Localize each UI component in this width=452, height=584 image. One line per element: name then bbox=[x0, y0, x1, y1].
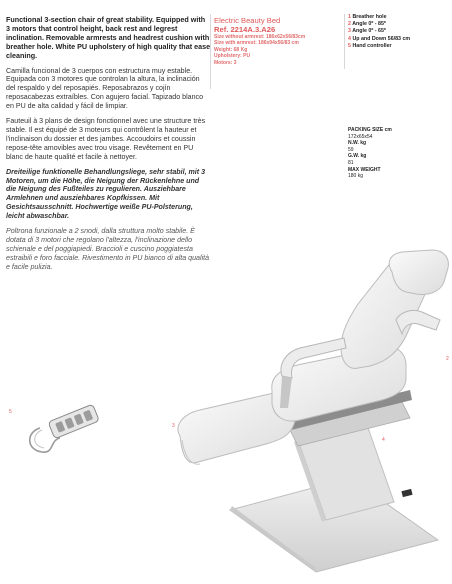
net-weight-label: N.W. kg bbox=[348, 140, 367, 147]
beauty-bed-image bbox=[170, 240, 452, 575]
gross-weight-label: G.W. kg bbox=[348, 153, 367, 160]
feature-item: 2 Angle 0º - 85º bbox=[348, 21, 386, 28]
size-without-armrest: Size without armrest: 186x62x56/83cm bbox=[214, 34, 306, 40]
feature-item: 4 Up and Down 56/83 cm bbox=[348, 35, 411, 42]
feature-list bbox=[348, 14, 448, 50]
max-weight-label: MAX WEIGHT bbox=[348, 166, 381, 173]
callout-4: 4 bbox=[382, 437, 385, 443]
gross-weight: 81 bbox=[348, 159, 354, 166]
feature-item: 5 Hand controller bbox=[348, 42, 392, 49]
packing-info bbox=[348, 127, 448, 180]
product-weight: Weight: 68 Kg bbox=[214, 46, 248, 53]
max-weight: 180 kg bbox=[348, 173, 364, 180]
callout-5: 5 bbox=[9, 409, 12, 415]
callout-3: 3 bbox=[172, 423, 175, 429]
net-weight: 59 bbox=[348, 146, 354, 153]
packing-size: 172x65x54 bbox=[348, 133, 373, 140]
product-upholstery: Upholstery: PU bbox=[214, 53, 251, 60]
product-motors: Motors: 3 bbox=[214, 59, 237, 66]
hand-controller-image bbox=[20, 400, 100, 460]
feature-item: 3 Angle 0º - 65º bbox=[348, 28, 386, 35]
description-de: Dreiteilige funktionelle Behandlungsliege, sehr stabil, mit 3 Motoren, um die Höhe, die Neigung der Rückenlehne und die Neigung des Fußteiles zu regulieren. Ausziehbare Armlehnen und ausziehbares Kopfkissen. Mit Gesichtsausschnitt. Hochwertige weiße PU-Polsterung, leicht abwaschbar. bbox=[6, 167, 206, 221]
description-it: Poltrona funzionale a 2 snodi, dalla struttura molto stabile. È dotata di 3 motori che regolano l'altezza, l'inclinazione dello schienale e del poggiapiedi. Braccioli e cuscino poggiatesta estraibili e foro facciale. Rivestimento in PU bianco di alta qualità e facile pulizia. bbox=[6, 227, 210, 271]
product-name: Electric Beauty Bed bbox=[214, 16, 281, 25]
divider-line bbox=[210, 14, 211, 89]
size-with-armrest: Size with armrest: 186x94x56/83 cm bbox=[214, 40, 299, 47]
product-info bbox=[214, 16, 342, 66]
description-fr: Fauteuil à 3 plans de design fonctionnel avec une structure très stable. Il est équipé de 3 moteurs qui contrôlent la hauteur et l'inclinaison du dossier et des jambes. Accoudoirs et coussin repose-tête amovibles avec trou visage. Revêtement en PU blanc de haute qualité et facile à nettoyer. bbox=[6, 117, 206, 161]
packing-size-label: PACKING SIZE cm bbox=[348, 127, 392, 133]
description-column bbox=[6, 16, 211, 278]
callout-2: 2 bbox=[446, 356, 449, 362]
feature-item: 1 Breather hole bbox=[348, 14, 387, 20]
product-ref: Ref. 2214A.3.A26 bbox=[214, 25, 276, 34]
description-es: Camilla funcional de 3 cuerpos con estructura muy estable. Equipada con 3 motores que controlan la altura, la inclinación del respaldo y del reposapiés. Reposabrazos y cojín reposacabezas extraíbles. Con agujero facial. Tapizado blanco en PU de alta calidad y fácil de limpiar. bbox=[6, 66, 204, 111]
divider-line bbox=[344, 14, 345, 69]
description-en: Functional 3-section chair of great stability. Equipped with 3 motors that control height, back rest and legrest inclination. Removable armrests and headrest cushion with breather hole. White PU upholstery of high quality that ease cleaning. bbox=[6, 15, 211, 60]
